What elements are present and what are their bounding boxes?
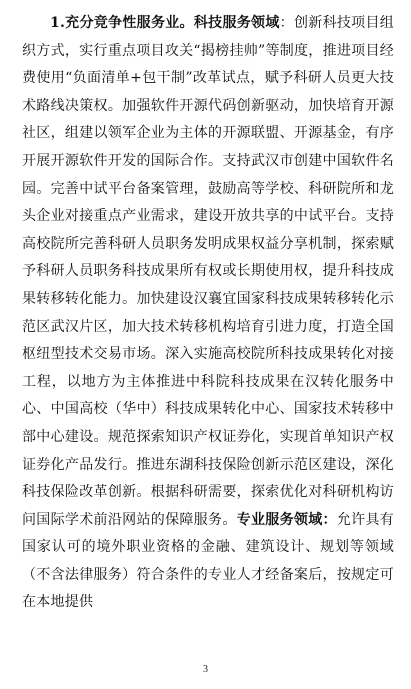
colon-2: ：	[322, 511, 337, 528]
body-paragraph	[22, 10, 394, 617]
heading-professional-services: 专业服务领域	[236, 511, 323, 528]
paragraph-text-2: 允许具有国家认可的境外职业资格的金融、建筑设计、规划等领域（不含法律服务）符合条件的专业人才经备案后，按规定可在本地提供	[22, 511, 395, 611]
paragraph-text-1: 创新科技项目组织方式，实行重点项目攻关“揭榜挂帅”等制度，推进项目经费使用“负面清单+包干制”改革试点，赋予科研人员更大技术路线决策权。加强软件开源代码创新驱动，加快培育开源社区，组建以领军企业为主体的开源联盟、开源基金，有序开展开源软件开发的国际合作。支持武汉市创建中国软件名园。完善中试平台备案管理，鼓励高等学校、科研院所和龙头企业对接重点产业需求，建设开放共享的中试平台。支持高校院所完善科研人员职务发明成果权益分享机制，探索赋予科研人员职务科技成果所有权或长期使用权，提升科技成果转移转化能力。加快建设汉襄宜国家科技成果转移转化示范区武汉片区，加大技术转移机构培育引进力度，打造全国枢纽型技术交易市场。深入实施高校院所科技成果转化对接工程，以地方为主体推进中科院科技成果在汉转化服务中心、中国高校（华中）科技成果转化中心、国家技术转移中部中心建设。规范探索知识产权证券化，实现首单知识产权证券化产品发行。推进东湖科技保险创新示范区建设，深化科技保险改革创新。根据科研需要，探索优化对科研机构访问国际学术前沿网站的保障服务。	[22, 15, 395, 528]
heading-prefix: 1.充分竞争性服务业。	[50, 15, 194, 31]
page-number: 3	[203, 664, 208, 675]
colon-1: ：	[279, 15, 294, 31]
heading-tech-services: 科技服务领域	[193, 15, 280, 31]
